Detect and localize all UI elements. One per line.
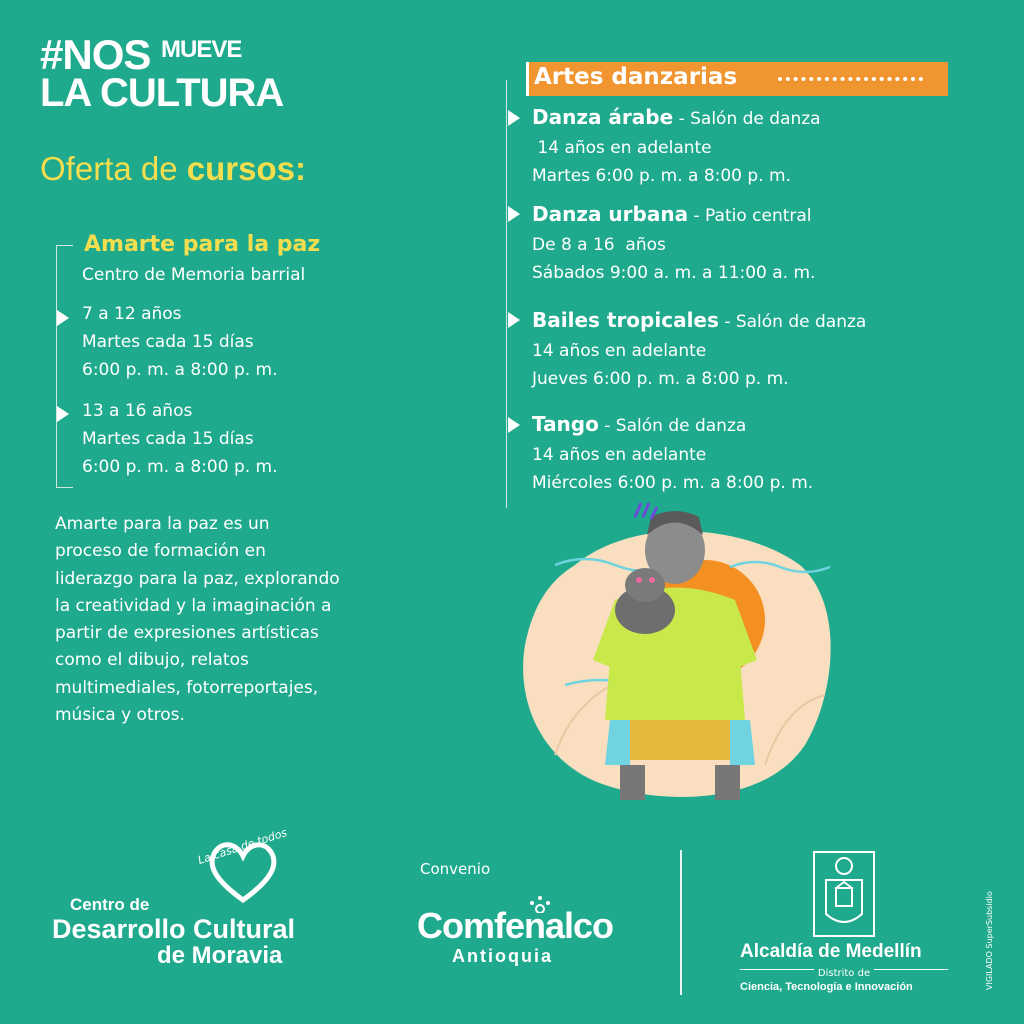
hashtag-logo <box>40 31 284 115</box>
hashtag-line-2: LA CULTURA <box>40 70 284 115</box>
dance-ages: De 8 a 16 años <box>532 234 666 255</box>
dance-schedule: Sábados 9:00 a. m. a 11:00 a. m. <box>532 263 816 283</box>
description-line: multimediales, fotorreportajes, <box>55 677 319 698</box>
alcaldia-name: Alcaldía de Medellín <box>740 941 922 962</box>
description-line: Amarte para la paz es un <box>55 514 270 534</box>
course-bracket <box>56 245 75 488</box>
cdc-line-1: Centro de <box>70 895 150 914</box>
coat-of-arms-icon <box>812 850 876 938</box>
group-days: Martes cada 15 días <box>82 332 254 352</box>
group-ages: 7 a 12 años <box>82 304 182 324</box>
play-triangle-icon <box>57 406 69 422</box>
hashtag-word-mueve: MUEVE <box>161 36 242 63</box>
course-title: Amarte para la paz <box>84 232 321 257</box>
cdc-logo <box>52 895 302 969</box>
comfenalco-logo: Comfenalco <box>417 905 614 946</box>
convenio-label: Convenio <box>420 860 491 878</box>
dance-item <box>532 103 821 191</box>
course-group-1 <box>82 300 278 384</box>
section-vertical-line <box>506 80 507 508</box>
vigilado-label: VIGILADO SuperSubsidio <box>985 891 994 990</box>
hashtag-word-nos: #NOS <box>40 31 151 78</box>
play-triangle-icon <box>57 310 69 326</box>
alcaldia-district: Distrito de <box>814 968 874 979</box>
play-triangle-icon <box>508 110 520 126</box>
dance-schedule: Jueves 6:00 p. m. a 8:00 p. m. <box>532 369 789 389</box>
alcaldia-cti: Ciencia, Tecnología e Innovación <box>740 981 913 993</box>
description-line: música y otros. <box>55 705 185 726</box>
dance-name: Danza urbana <box>532 202 689 226</box>
dotted-decoration <box>778 77 923 85</box>
dance-ages: 14 años en adelante <box>532 444 707 465</box>
dance-item <box>532 410 813 498</box>
play-triangle-icon <box>508 206 520 222</box>
course-group-2 <box>82 397 278 481</box>
group-time: 6:00 p. m. a 8:00 p. m. <box>82 457 278 477</box>
dance-item <box>532 200 815 288</box>
boy-with-dog-illustration <box>515 495 845 805</box>
description-line: partir de expresiones artísticas <box>55 623 319 644</box>
page-title <box>40 150 306 188</box>
dance-name: Bailes tropicales <box>532 308 719 332</box>
dance-ages: 14 años en adelante <box>532 137 712 158</box>
cdc-line-3: de Moravia <box>157 942 283 969</box>
dance-place: - Salón de danza <box>724 312 867 332</box>
description-line: como el dibujo, relatos <box>55 650 249 671</box>
title-prefix: Oferta de <box>40 150 178 187</box>
title-emphasis: cursos: <box>186 150 306 187</box>
dance-place: - Salón de danza <box>678 109 821 129</box>
cdc-tagline: La casa de todos <box>196 825 289 868</box>
course-place: Centro de Memoria barrial <box>82 265 306 285</box>
group-days: Martes cada 15 días <box>82 429 254 449</box>
dance-schedule: Miércoles 6:00 p. m. a 8:00 p. m. <box>532 473 814 493</box>
dance-place: - Patio central <box>693 206 812 226</box>
dance-name: Danza árabe <box>532 105 674 129</box>
play-triangle-icon <box>508 417 520 433</box>
description-line: liderazgo para la paz, explorando <box>55 568 340 589</box>
alcaldia-district-wrap <box>740 968 948 979</box>
dance-place: - Salón de danza <box>604 416 747 436</box>
comfenalco-subtitle: Antioquia <box>452 946 553 966</box>
description-line: la creatividad y la imaginación a <box>55 595 332 616</box>
cdc-line-2: Desarrollo Cultural <box>52 914 296 944</box>
section-title: Artes danzarias <box>534 64 738 90</box>
course-description <box>55 511 395 729</box>
group-ages: 13 a 16 años <box>82 401 193 421</box>
dance-ages: 14 años en adelante <box>532 340 707 361</box>
play-triangle-icon <box>508 312 520 328</box>
dance-name: Tango <box>532 412 599 436</box>
description-line: proceso de formación en <box>55 541 266 562</box>
dance-schedule: Martes 6:00 p. m. a 8:00 p. m. <box>532 166 791 186</box>
footer-divider <box>680 850 682 995</box>
group-time: 6:00 p. m. a 8:00 p. m. <box>82 360 278 380</box>
dance-item <box>532 306 866 394</box>
